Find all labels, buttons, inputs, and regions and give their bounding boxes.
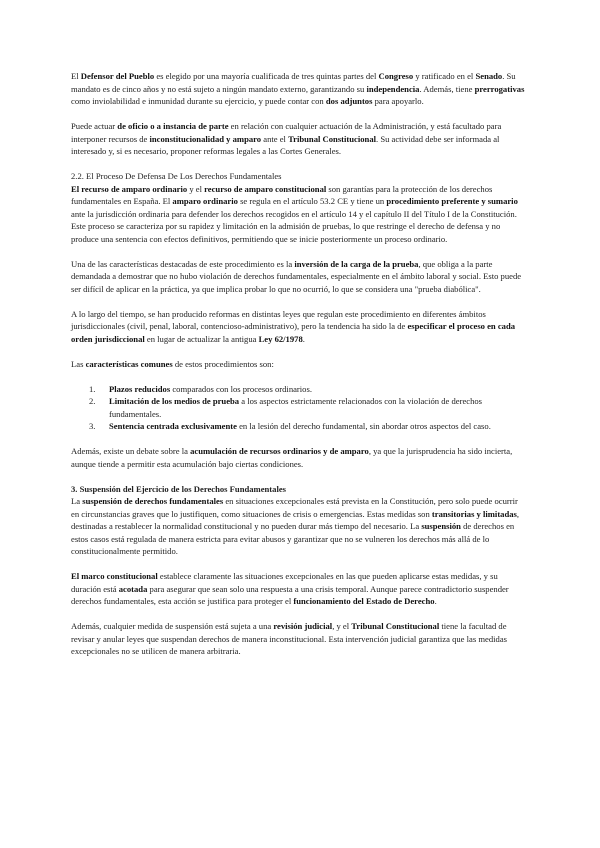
bold-text: Plazos reducidos: [109, 383, 171, 394]
text: en la lesión del derecho fundamental, sin abordar otros aspectos del caso.: [236, 421, 491, 431]
paragraph-marco-constitucional: [71, 570, 528, 608]
list-item: [71, 395, 528, 420]
bold-text: Congreso: [378, 71, 414, 81]
text: y ratificado en el: [413, 71, 476, 81]
bold-text: características comunes: [85, 358, 173, 369]
paragraph-caracteristicas: [71, 358, 528, 371]
text: en lugar de actualizar la antigua: [144, 333, 259, 344]
text: comparados con los procesos ordinarios.: [170, 383, 312, 394]
bold-text: Ley 62/1978: [258, 333, 303, 344]
bold-text: El recurso de amparo ordinario: [71, 183, 188, 194]
bold-text: inconstitucionalidad y amparo: [149, 133, 262, 144]
bold-text: prerrogativas: [474, 83, 525, 94]
text: para asegurar que sean solo una respuesta a una crisis temporal. Aunque parece contradictorio suspender derechos fundamentales, esta acción se justifica para proteger el: [71, 583, 509, 606]
text: ante el: [261, 133, 289, 144]
paragraph-defensor-pueblo: [71, 70, 528, 108]
text: como inviolabilidad e inmunidad durante su ejercicio, y puede contar con: [71, 96, 326, 106]
text: , destinadas a restablecer la normalidad constitucional y no pueden durar más tiempo del necesario. La: [71, 508, 520, 531]
bold-text: especificar el proceso en cada orden jurisdiccional: [71, 321, 516, 344]
text: Además, cualquier medida de suspensión está sujeta a una: [71, 621, 274, 631]
text: . Su actividad debe ser informada al interesado y, si es necesario, proponer reformas legales a las Cortes Generales.: [71, 133, 500, 156]
bold-text: revisión judicial: [273, 621, 333, 631]
bold-text: de oficio o a instancia de parte: [117, 121, 229, 131]
list-item: [71, 420, 528, 433]
text: se regula en el artículo 53.2 CE y tiene un: [237, 196, 387, 206]
text: de estos procedimientos son:: [172, 358, 274, 369]
document-page: [71, 70, 528, 670]
text: A lo largo del tiempo, se han producido reformas en distintas leyes que regulan este procedimiento en diferentes ámbitos jurisdiccionales (civil, penal, laboral, contencioso-administrativo), pero la tendencia ha sido la de: [71, 308, 486, 331]
bold-text: Sentencia centrada exclusivamente: [109, 421, 237, 431]
text: , ya que la jurisprudencia ha sido incierta, aunque tiende a permitir esta acumulación bajo ciertas condiciones.: [71, 446, 513, 469]
bold-text: Tribunal Constitucional: [351, 621, 440, 631]
text: y el: [187, 183, 205, 194]
paragraph-revision-judicial: [71, 620, 528, 658]
text: , y el: [332, 621, 352, 631]
text: . Además, tiene: [419, 83, 475, 94]
text: son garantías para la protección de los derechos fundamentales en España. El: [71, 183, 493, 206]
list-number: 2.: [89, 396, 96, 406]
text: . Su mandato es de cinco años y no está sujeto a ningún mandato externo, garantizando su: [71, 71, 516, 94]
bold-text: Defensor del Pueblo: [80, 71, 155, 81]
text: Además, existe un debate sobre la: [71, 446, 191, 456]
paragraph-recurso-amparo: [71, 183, 528, 246]
text: tiene la facultad de revisar y anular leyes que suspendan derechos de manera inconstitucional. Esta intervención judicial garantiza que las medidas excepcionales no se utilicen de manera arbitraria.: [71, 621, 507, 656]
characteristics-list: [71, 383, 528, 433]
text: .: [434, 596, 437, 606]
text: La: [71, 496, 83, 506]
bold-text: transitorias y limitadas: [431, 508, 517, 519]
bold-text: inversión de la carga de la prueba: [294, 258, 419, 269]
list-number: 3.: [89, 421, 96, 431]
text: es elegido por una mayoría cualificada de tres quintas partes del: [154, 71, 379, 81]
text: Las: [71, 358, 86, 369]
bold-text: suspensión: [421, 521, 461, 531]
list-item: [71, 383, 528, 396]
paragraph-carga-prueba: [71, 258, 528, 296]
text: de derechos en estos casos está regulada de manera estricta para evitar abusos y garantizar que no se vulneren los derechos más allá de lo constitucionalmente permitido.: [71, 521, 515, 556]
text: establece claramente las situaciones excepcionales en las que pueden aplicarse estas medidas, y su duración está: [71, 571, 498, 594]
bold-text: recurso de amparo constitucional: [204, 183, 327, 194]
text: para apoyarlo.: [372, 96, 424, 106]
bold-text: acumulación de recursos ordinarios y de amparo: [190, 446, 369, 456]
bold-text: procedimiento preferente y sumario: [386, 196, 518, 206]
paragraph-reformas: [71, 308, 528, 346]
text: , que obliga a la parte demandada a demostrar que no hubo violación de derechos fundamentales, especialmente en el ámbito laboral y social. Esto puede ser difícil de aplicar en la práctica, ya que implica probar lo que no ocurrió, lo que se considera una "prueba diabólica".: [71, 258, 522, 294]
section-heading-3: 3. Suspensión del Ejercicio de los Derechos Fundamentales: [71, 483, 287, 494]
text: en relación con cualquier actuación de la Administración, y está facultado para interponer recursos de: [71, 121, 502, 144]
list-number: 1.: [89, 383, 96, 394]
bold-text: acotada: [118, 583, 148, 594]
text: Una de las características destacadas de este procedimiento es la: [71, 258, 295, 269]
text: en situaciones excepcionales está prevista en la Constitución, pero solo puede ocurrir en circunstancias graves que lo justifiquen, como situaciones de crisis o emergencias. Estas medidas son: [71, 496, 518, 519]
text: Puede actuar: [71, 121, 118, 131]
text: a los aspectos estrictamente relacionados con la violación de derechos fundamentales.: [109, 396, 483, 419]
bold-text: Limitación de los medios de prueba: [109, 396, 240, 406]
paragraph-actuacion: [71, 120, 528, 158]
text: .: [302, 333, 305, 344]
bold-text: El marco constitucional: [71, 571, 158, 581]
bold-text: Senado: [475, 71, 503, 81]
text: El: [71, 71, 81, 81]
bold-text: suspensión de derechos fundamentales: [82, 496, 224, 506]
bold-text: funcionamiento del Estado de Derecho: [293, 596, 435, 606]
bold-text: amparo ordinario: [172, 196, 238, 206]
text: ante la jurisdicción ordinaria para defender los derechos recogidos en el artículo 14 y el capítulo II del Título I de la Constitución. Este proceso se caracteriza por su rapidez y limitación en la admisión de pruebas, lo que restringe el derecho de defensa y no produce una sentencia con efectos definitivos, permitiendo que se inicie posteriormente un proceso ordinario.: [71, 208, 517, 244]
paragraph-suspension: [71, 495, 528, 558]
bold-text: Tribunal Constitucional: [288, 133, 377, 144]
bold-text: independencia: [366, 83, 420, 94]
section-heading-2-2: 2.2. El Proceso De Defensa De Los Derechos Fundamentales: [71, 171, 282, 181]
bold-text: dos adjuntos: [325, 96, 373, 106]
paragraph-acumulacion: [71, 445, 528, 470]
